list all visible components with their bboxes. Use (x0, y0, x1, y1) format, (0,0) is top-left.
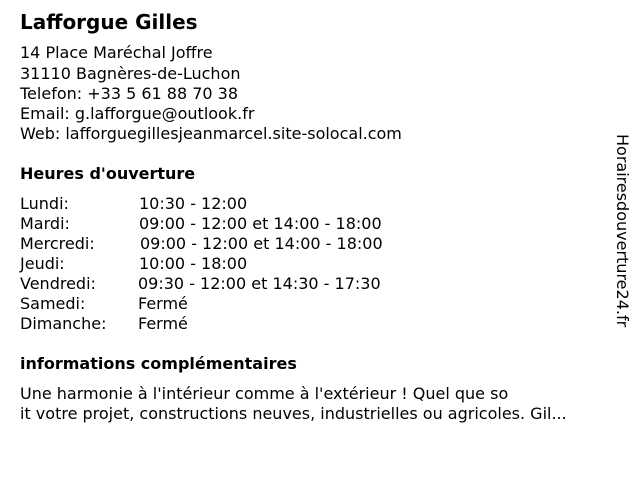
hours-day: Mardi: (20, 214, 70, 233)
info-heading: informations complémentaires (20, 354, 297, 373)
hours-time: 09:00 - 12:00 et 14:00 - 18:00 (140, 234, 383, 253)
hours-row-tuesday (20, 214, 440, 234)
info-line: Une harmonie à l'intérieur comme à l'extérieur ! Quel que so (20, 384, 509, 403)
phone-text: Telefon: +33 5 61 88 70 38 (20, 84, 239, 103)
hours-day: Vendredi: (20, 274, 96, 293)
hours-day: Lundi: (20, 194, 69, 213)
hours-time: Fermé (138, 314, 188, 333)
hours-time: 09:30 - 12:00 et 14:30 - 17:30 (138, 274, 381, 293)
hours-time: 09:00 - 12:00 et 14:00 - 18:00 (139, 214, 382, 233)
info-description (20, 384, 620, 424)
hours-day: Jeudi: (20, 254, 65, 273)
hours-day: Mercredi: (20, 234, 95, 253)
hours-row-friday (20, 274, 440, 294)
hours-time: 10:00 - 18:00 (139, 254, 248, 273)
address-street: 14 Place Maréchal Joffre (20, 43, 213, 62)
hours-row-saturday (20, 294, 440, 314)
email-text: Email: g.lafforgue@outlook.fr (20, 104, 255, 123)
info-line: it votre projet, constructions neuves, industrielles ou agricoles. Gil... (20, 404, 567, 423)
watermark-text: Horairesdouverture24.fr (613, 134, 632, 328)
hours-time: Fermé (138, 294, 188, 313)
hours-heading: Heures d'ouverture (20, 164, 196, 183)
hours-time: 10:30 - 12:00 (139, 194, 248, 213)
hours-row-sunday (20, 314, 440, 334)
business-name: Lafforgue Gilles (20, 10, 198, 34)
hours-row-monday (20, 194, 440, 214)
hours-day: Dimanche: (20, 314, 107, 333)
hours-row-wednesday (20, 234, 440, 254)
website-text: Web: lafforguegillesjeanmarcel.site-solocal.com (20, 124, 402, 143)
address-city: 31110 Bagnères-de-Luchon (20, 64, 241, 83)
hours-row-thursday (20, 254, 440, 274)
hours-day: Samedi: (20, 294, 86, 313)
